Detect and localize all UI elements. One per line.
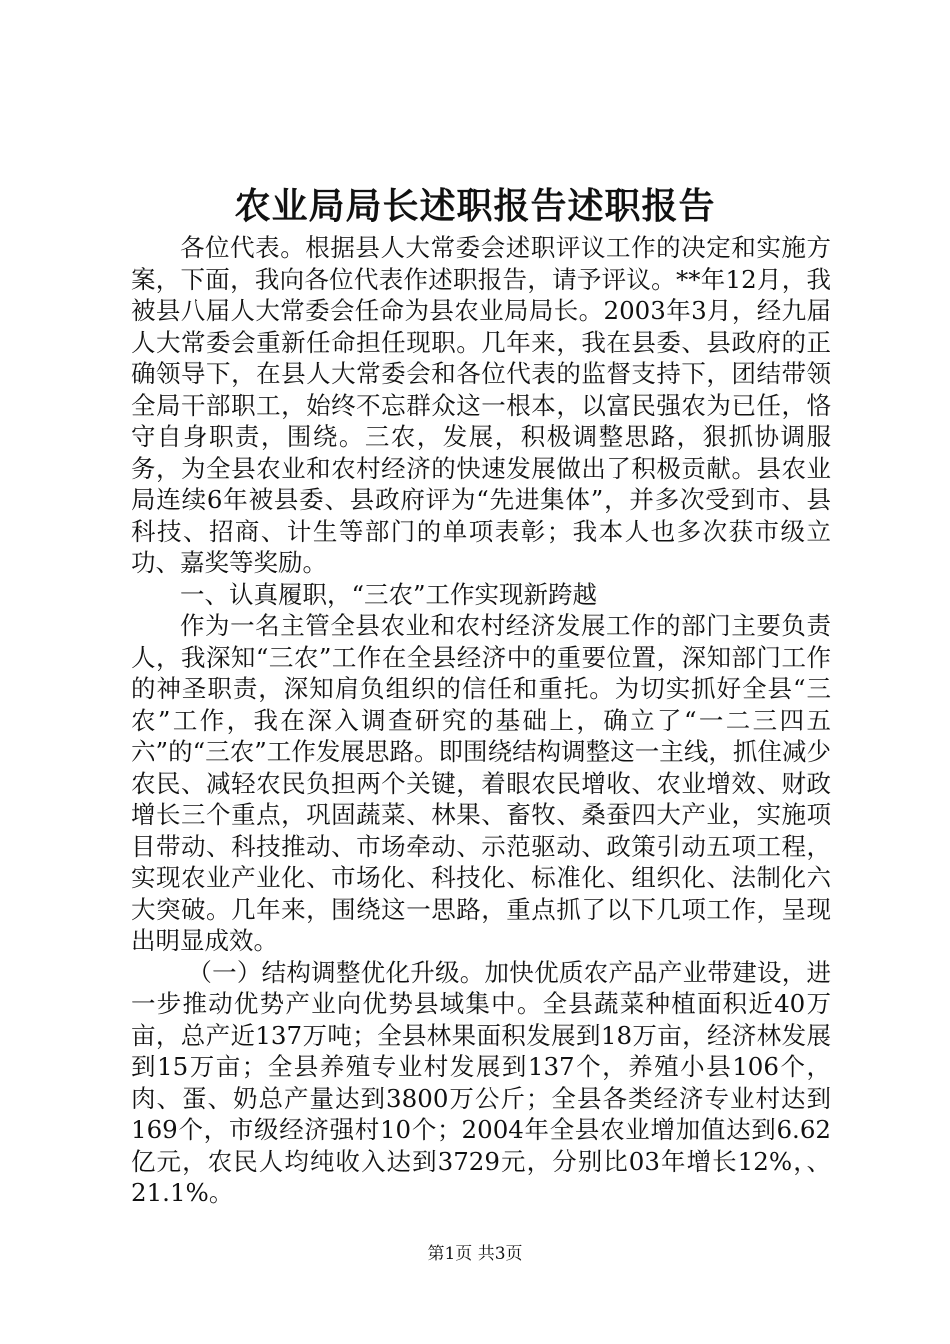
paragraph-intro: 各位代表。根据县人大常委会述职评议工作的决定和实施方案，下面，我向各位代表作述职报告，请予评议。**年12月，我被县八届人大常委会任命为县农业局局长。2003年3月，经九届人大常委会重新任命担任现职。几年来，我在县委、县政府的正确领导下，在县人大常委会和各位代表的监督支持下，团结带领全局干部职工，始终不忘群众这一根本，以富民强农为已任，恪守自身职责，围绕。三农，发展，积极调整思路，狠抓协调服务，为全县农业和农村经济的快速发展做出了积极贡献。县农业局连续6年被县委、县政府评为“先进集体”，并多次受到市、县科技、招商、计生等部门的单项表彰；我本人也多次获市级立功、嘉奖等奖励。 — [131, 233, 831, 577]
paragraph-section-one: 作为一名主管全县农业和农村经济发展工作的部门主要负责人，我深知“三农”工作在全县经济中的重要位置，深知部门工作的神圣职责，深知肩负组织的信任和重托。为切实抓好全县“三农”工作，我在深入调查研究的基础上，确立了“一二三四五六”的“三农”工作发展思路。即围绕结构调整这一主线，抓住减少农民、减轻农民负担两个关键，着眼农民增收、农业增效、财政增长三个重点，巩固蔬菜、林果、畜牧、桑蚕四大产业，实施项目带动、科技推动、市场牵动、示范驱动、政策引动五项工程，实现农业产业化、市场化、科技化、标准化、组织化、法制化六大突破。几年来，围绕这一思路，重点抓了以下几项工作，呈现出明显成效。 — [131, 611, 831, 955]
paragraph-subsection-one: （一）结构调整优化升级。加快优质农产品产业带建设，进一步推动优势产业向优势县域集中。全县蔬菜种植面积近40万亩，总产近137万吨；全县林果面积发展到18万亩，经济林发展到15万亩；全县养殖专业村发展到137个，养殖小县106个，肉、蛋、奶总产量达到3800万公斤；全县各类经济专业村达到169个，市级经济强村10个；2004年全县农业增加值达到6.62亿元，农民人均纯收入达到3729元，分别比03年增长12%，、21.1%。 — [131, 957, 831, 1207]
document-body — [131, 232, 831, 1209]
page-number-footer: 第1页 共3页 — [427, 1244, 523, 1264]
section-heading: 一、认真履职，“三农”工作实现新跨越 — [180, 579, 598, 609]
document-title: 农业局局长述职报告述职报告 — [234, 185, 716, 227]
